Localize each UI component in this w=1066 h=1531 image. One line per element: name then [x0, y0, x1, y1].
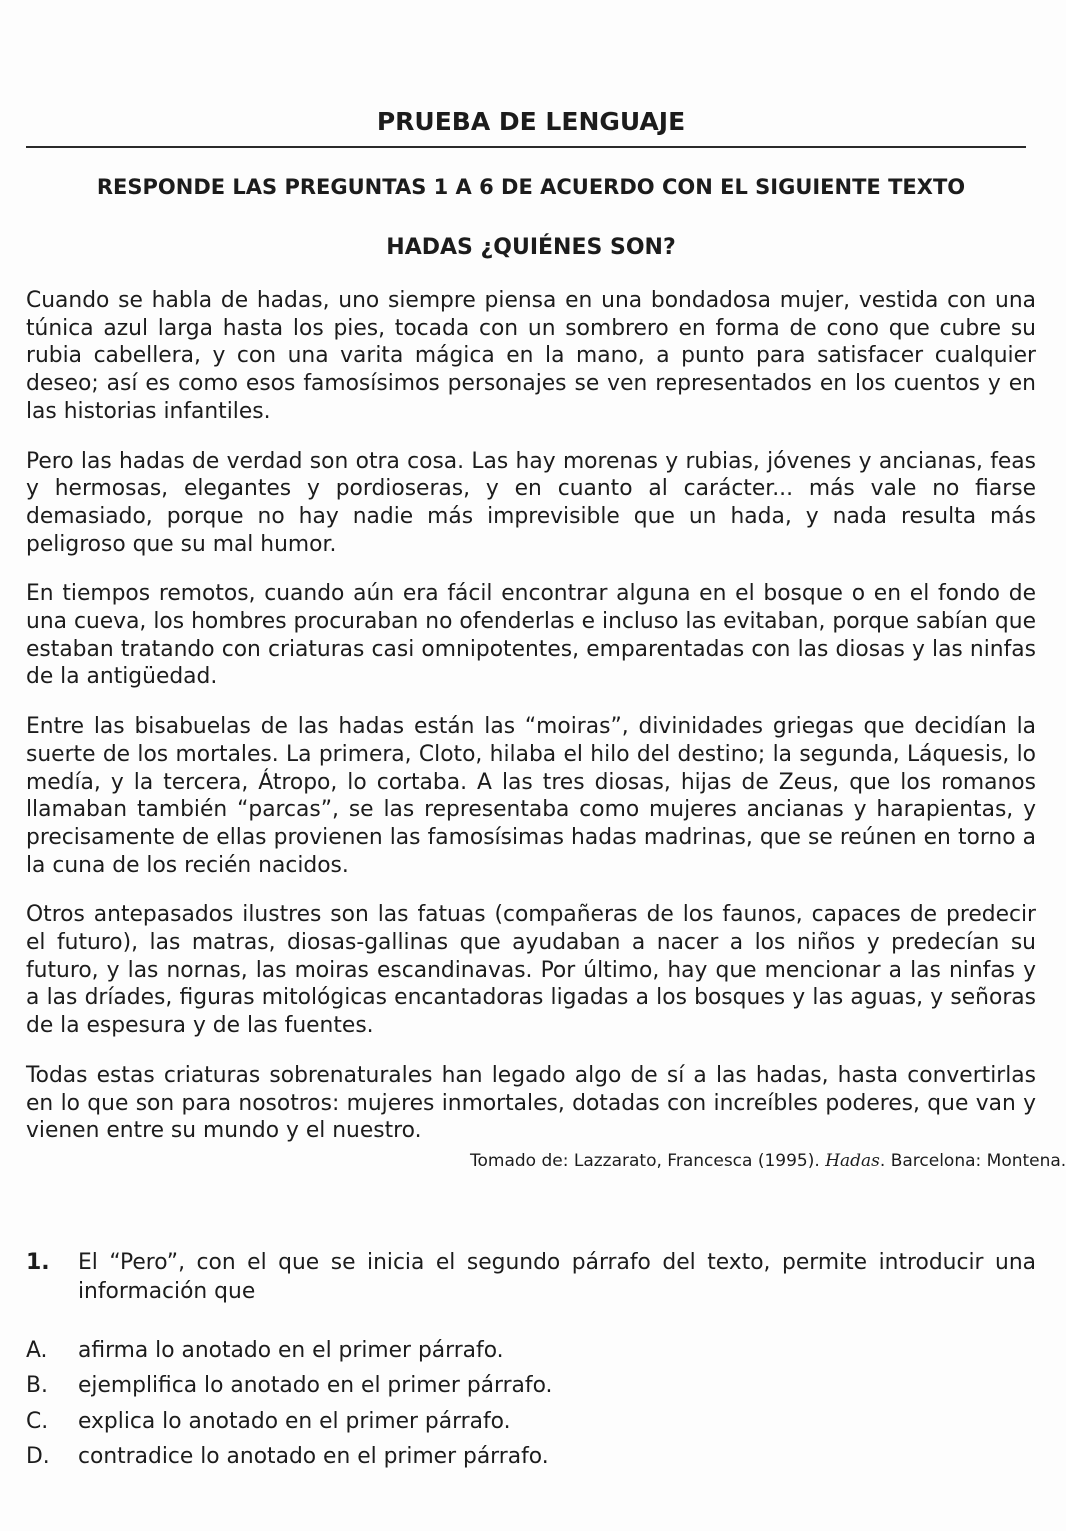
- question-1: [26, 1248, 1036, 1306]
- option-text: ejemplifica lo anotado en el primer párrafo.: [78, 1373, 553, 1399]
- title-divider: [26, 146, 1026, 148]
- paragraph-5: Otros antepasados ilustres son las fatuas (compañeras de los faunos, capaces de predecir el futuro), las matras, diosas-gallinas que ayudaban a nacer a los niños y predecían su futuro, y las nornas, las moiras escandinavas. Por último, hay que mencionar a las ninfas y a las dríades, figuras mitológicas encantadoras ligadas a los bosques y las aguas, y señoras de la espesura y de las fuentes.: [26, 902, 1036, 1039]
- paragraph-2: Pero las hadas de verdad son otra cosa. Las hay morenas y rubias, jóvenes y ancianas, feas y hermosas, elegantes y pordioseras, y en cuanto al carácter... más vale no fiarse demasiado, porque no hay nadie más imprevisible que un hada, y nada resulta más peligroso que su mal humor.: [26, 448, 1036, 557]
- option-text: contradice lo anotado en el primer párrafo.: [78, 1444, 549, 1470]
- paragraph-3: En tiempos remotos, cuando aún era fácil encontrar alguna en el bosque o en el fondo de una cueva, los hombres procuraban no ofenderlas e incluso las evitaban, porque sabían que estaban tratando con criaturas casi omnipotentes, emparentadas con las diosas y las ninfas de la antigüedad.: [26, 581, 1036, 690]
- reading-text: [26, 287, 1036, 1167]
- question-number: 1.: [26, 1250, 50, 1275]
- option-letter: B.: [26, 1373, 48, 1399]
- question-text: El “Pero”, con el que se inicia el segundo párrafo del texto, permite introducir una información que: [78, 1250, 1036, 1304]
- option-a[interactable]: [26, 1333, 1019, 1368]
- option-text: afirma lo anotado en el primer párrafo.: [78, 1338, 504, 1364]
- option-letter: C.: [26, 1408, 49, 1434]
- paragraph-4: Entre las bisabuelas de las hadas están las “moiras”, divinidades griegas que decidían la suerte de los mortales. La primera, Cloto, hilaba el hilo del destino; la segunda, Láquesis, lo medía, y la tercera, Átropo, lo cortaba. A las tres diosas, hijas de Zeus, que los romanos llamaban también “parcas”, se las representaba como mujeres ancianas y harapientas, y precisamente de ellas provienen las famosísimas hadas madrinas, que se reúnen en torno a la cuna de los recién nacidos.: [26, 714, 1036, 878]
- paragraph-6: Todas estas criaturas sobrenaturales han legado algo de sí a las hadas, hasta convertirlas en lo que son para nosotros: mujeres inmortales, dotadas con increíbles poderes, que van y vienen entre su mundo y el nuestro.: [26, 1062, 1036, 1144]
- page-title: PRUEBA DE LENGUAJE: [376, 107, 686, 136]
- reading-title: HADAS ¿QUIÉNES SON?: [386, 235, 676, 260]
- option-text: explica lo anotado en el primer párrafo.: [78, 1408, 511, 1434]
- citation-suffix: . Barcelona: Montena.: [879, 1151, 1066, 1171]
- citation-book-title: Hadas: [825, 1151, 880, 1171]
- source-citation: [470, 1151, 1066, 1171]
- option-d[interactable]: [26, 1439, 1019, 1474]
- citation-prefix: Tomado de: Lazzarato, Francesca (1995).: [470, 1151, 826, 1171]
- instruction-heading: RESPONDE LAS PREGUNTAS 1 A 6 DE ACUERDO CON EL SIGUIENTE TEXTO: [96, 175, 966, 199]
- option-c[interactable]: [26, 1404, 1019, 1439]
- option-letter: D.: [26, 1444, 50, 1470]
- answer-options: [26, 1333, 1019, 1474]
- option-b[interactable]: [26, 1368, 1019, 1403]
- paragraph-1: Cuando se habla de hadas, uno siempre piensa en una bondadosa mujer, vestida con una túnica azul larga hasta los pies, tocada con un sombrero en forma de cono que cubre su rubia cabellera, y con una varita mágica en la mano, a punto para satisfacer cualquier deseo; así es como esos famosísimos personajes se ven representados en los cuentos y en las historias infantiles.: [26, 288, 1036, 424]
- option-letter: A.: [26, 1338, 48, 1364]
